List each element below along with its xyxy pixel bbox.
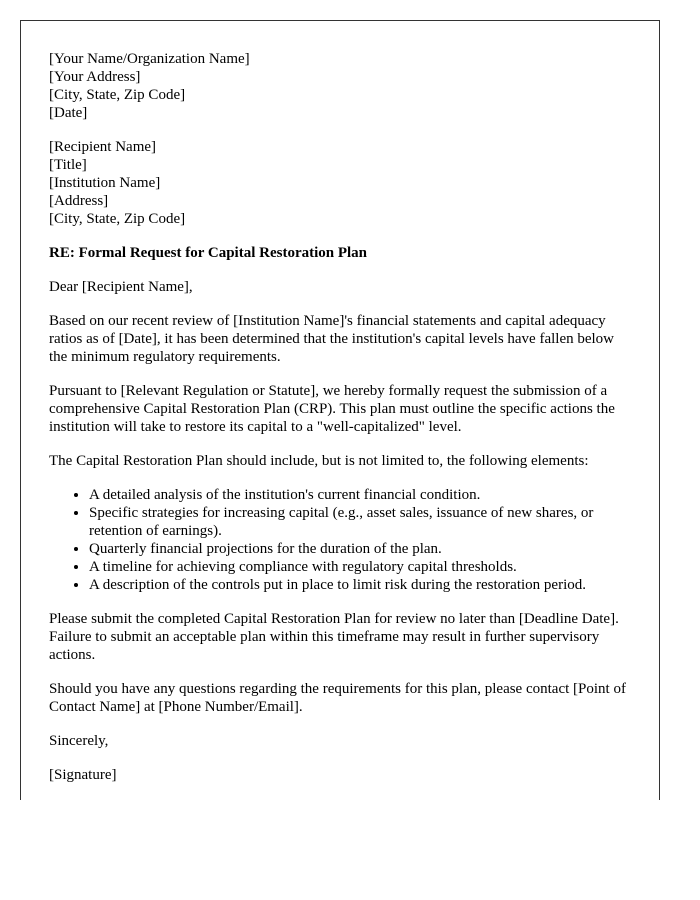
list-item: • Quarterly financial projections for the duration of the plan. [89,540,631,558]
recipient-institution: [Institution Name] [49,175,161,191]
list-item: • A description of the controls put in place to limit risk during the restoration period. [89,576,631,594]
list-item: • Specific strategies for increasing capital (e.g., asset sales, issuance of new shares, or retention of earnings). [89,504,631,540]
recipient-address: [Address] [49,193,109,209]
recipient-name: [Recipient Name] [49,139,157,155]
body-paragraph: The Capital Restoration Plan should include, but is not limited to, the following elements: [49,453,589,469]
recipient-block [49,138,631,228]
salutation: Dear [Recipient Name], [49,279,193,295]
sender-block [49,50,631,122]
body-paragraph: Based on our recent review of [Institution Name]'s financial statements and capital adequacy ratios as of [Date], it has been determined that the institution's capital levels have fallen below the minimum regulatory requirements. [49,313,615,365]
subject-line: RE: Formal Request for Capital Restoration Plan [49,245,368,261]
recipient-city-state-zip: [City, State, Zip Code] [49,211,186,227]
sender-city-state-zip: [City, State, Zip Code] [49,87,186,103]
plan-elements-list [49,486,631,594]
body-paragraph: Should you have any questions regarding the requirements for this plan, please contact [Point of Contact Name] at [Phone Number/Email]. [49,681,626,715]
letter-date: [Date] [49,105,88,121]
body-paragraph: Please submit the completed Capital Restoration Plan for review no later than [Deadline Date]. Failure to submit an acceptable plan within this timeframe may result in further supervisory actions. [49,611,619,663]
list-item: • A timeline for achieving compliance with regulatory capital thresholds. [89,558,631,576]
body-paragraph: Pursuant to [Relevant Regulation or Statute], we hereby formally request the submission of a comprehensive Capital Restoration Plan (CRP). This plan must outline the specific actions the institution will take to restore its capital to a "well-capitalized" level. [49,383,615,435]
letter-page [20,20,660,800]
sender-name: [Your Name/Organization Name] [49,51,250,67]
list-item: • A detailed analysis of the institution's current financial condition. [89,486,631,504]
recipient-title: [Title] [49,157,87,173]
signoff: Sincerely, [49,733,109,749]
sender-address: [Your Address] [49,69,141,85]
signature: [Signature] [49,767,117,783]
